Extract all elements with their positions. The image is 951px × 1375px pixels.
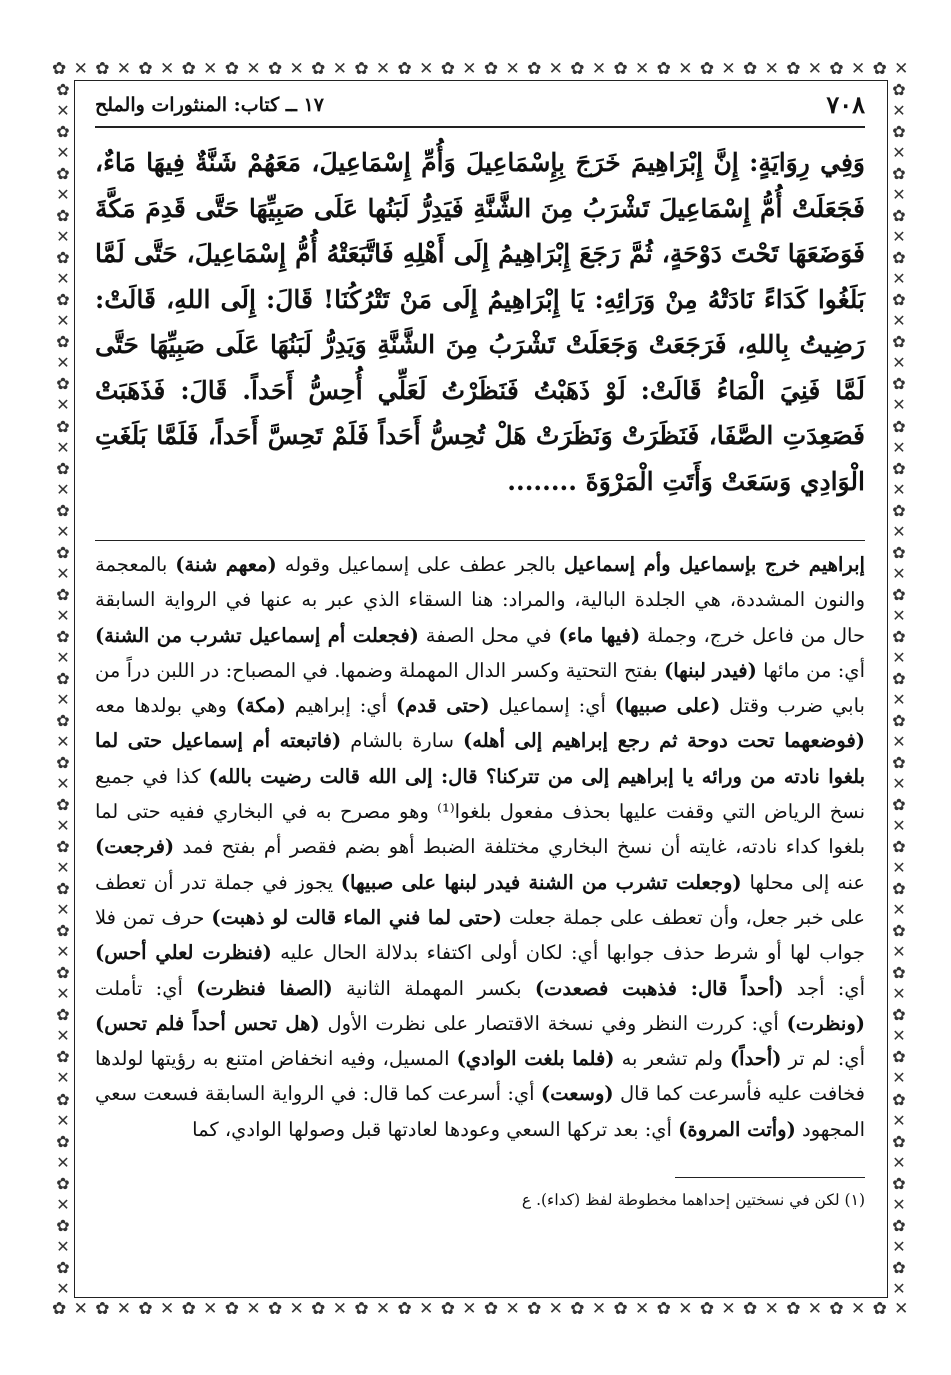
cross-ornament-icon: ✕: [56, 563, 70, 583]
quoted-phrase: (فوضعهما تحت دوحة ثم رجع إبراهيم إلى أهله): [463, 729, 865, 753]
cross-ornament-icon: ✕: [892, 816, 906, 836]
flower-ornament-icon: ✿: [892, 626, 906, 646]
flower-ornament-icon: ✿: [138, 1299, 154, 1319]
cross-ornament-icon: ✕: [892, 227, 906, 247]
cross-ornament-icon: ✕: [56, 143, 70, 163]
cross-ornament-icon: ✕: [56, 942, 70, 962]
flower-ornament-icon: ✿: [56, 584, 70, 604]
cross-ornament-icon: ✕: [548, 59, 564, 79]
flower-ornament-icon: ✿: [892, 1131, 906, 1151]
ornament-right: [888, 80, 910, 1298]
cross-ornament-icon: ✕: [892, 1278, 906, 1298]
running-title: ١٧ ــ كتاب: المنثورات والملح: [95, 94, 324, 116]
cross-ornament-icon: ✕: [894, 1299, 910, 1319]
flower-ornament-icon: ✿: [699, 59, 716, 79]
flower-ornament-icon: ✿: [56, 1131, 70, 1151]
flower-ornament-icon: ✿: [56, 753, 70, 772]
commentary-run: بالجر عطف على إسماعيل وقوله: [276, 553, 564, 576]
cross-ornament-icon: ✕: [203, 1299, 219, 1319]
cross-ornament-icon: ✕: [246, 1299, 262, 1319]
cross-ornament-icon: ✕: [462, 1299, 478, 1319]
cross-ornament-icon: ✕: [56, 731, 70, 751]
flower-ornament-icon: ✿: [892, 542, 906, 562]
cross-ornament-icon: ✕: [56, 774, 70, 794]
cross-ornament-icon: ✕: [56, 311, 70, 331]
page-header: [95, 86, 865, 128]
flower-ornament-icon: ✿: [892, 458, 906, 478]
cross-ornament-icon: ✕: [892, 774, 906, 794]
cross-ornament-icon: ✕: [56, 1068, 70, 1088]
cross-ornament-icon: ✕: [203, 59, 219, 79]
cross-ornament-icon: ✕: [850, 1299, 867, 1319]
flower-ornament-icon: ✿: [892, 963, 906, 983]
page-number: ٧٠٨: [826, 90, 865, 119]
flower-ornament-icon: ✿: [892, 374, 906, 394]
cross-ornament-icon: ✕: [721, 59, 737, 79]
cross-ornament-icon: ✕: [892, 942, 906, 962]
cross-ornament-icon: ✕: [721, 1299, 737, 1319]
commentary-run: كذا في جميع نسخ الرياض التي وقفت عليها بحذف مفعول بلغوا⁽¹⁾ وهو مصرح به في البخاري ففيه حتى لما بلغوا كداء نادته، غايته أن نسخ البخاري مختلفة الضبط أهو بضم فقصر أم بفتح فمد: [95, 764, 865, 859]
flower-ornament-icon: ✿: [743, 59, 759, 79]
flower-ornament-icon: ✿: [743, 1299, 759, 1319]
ornament-top: [52, 58, 910, 80]
frame-rule-bottom: [74, 1297, 888, 1298]
flower-ornament-icon: ✿: [527, 59, 543, 79]
cross-ornament-icon: ✕: [56, 605, 70, 625]
cross-ornament-icon: ✕: [56, 521, 70, 541]
cross-ornament-icon: ✕: [56, 353, 70, 373]
flower-ornament-icon: ✿: [56, 80, 70, 99]
cross-ornament-icon: ✕: [892, 858, 906, 878]
flower-ornament-icon: ✿: [56, 879, 70, 899]
cross-ornament-icon: ✕: [892, 1110, 906, 1130]
flower-ornament-icon: ✿: [95, 1299, 111, 1319]
cross-ornament-icon: ✕: [892, 563, 906, 583]
flower-ornament-icon: ✿: [527, 1299, 543, 1319]
flower-ornament-icon: ✿: [892, 1005, 906, 1025]
cross-ornament-icon: ✕: [56, 1194, 70, 1214]
commentary-run: عنه إلى محلها: [741, 870, 865, 894]
cross-ornament-icon: ✕: [289, 1299, 305, 1319]
commentary-run: أي: أجد: [783, 976, 865, 1000]
cross-ornament-icon: ✕: [505, 1299, 521, 1319]
flower-ornament-icon: ✿: [56, 164, 70, 184]
flower-ornament-icon: ✿: [892, 416, 906, 436]
commentary-run: حرف تمن فلا جواب لها أو شرط حذف جوابها أي: لكان أولى اكتفاء بدلالة الحال عليه: [95, 905, 865, 965]
commentary-run: سارة بالشام: [341, 729, 464, 753]
cross-ornament-icon: ✕: [56, 1026, 70, 1046]
frame-rule-right: [887, 80, 888, 1298]
flower-ornament-icon: ✿: [224, 1299, 240, 1319]
frame-rule-top: [74, 80, 888, 81]
commentary-run: بفتح التحتية وكسر الدال المهملة وضمها. في المصباح: در اللبن دراً من بابي ضرب وقتل: [95, 658, 865, 718]
flower-ornament-icon: ✿: [892, 80, 906, 99]
flower-ornament-icon: ✿: [570, 1299, 586, 1319]
flower-ornament-icon: ✿: [56, 248, 70, 268]
cross-ornament-icon: ✕: [56, 816, 70, 836]
cross-ornament-icon: ✕: [56, 1236, 70, 1256]
cross-ornament-icon: ✕: [73, 1299, 89, 1319]
cross-ornament-icon: ✕: [73, 59, 89, 79]
commentary-run: وهي بولدها معه: [95, 694, 236, 718]
flower-ornament-icon: ✿: [786, 59, 802, 79]
cross-ornament-icon: ✕: [505, 59, 521, 79]
footnote-divider: [675, 1177, 865, 1178]
cross-ornament-icon: ✕: [56, 1152, 70, 1172]
cross-ornament-icon: ✕: [892, 731, 906, 751]
cross-ornament-icon: ✕: [56, 185, 70, 205]
cross-ornament-icon: ✕: [159, 1299, 176, 1319]
flower-ornament-icon: ✿: [56, 921, 70, 941]
flower-ornament-icon: ✿: [56, 122, 70, 142]
quoted-phrase: (فرجعت): [95, 835, 175, 859]
commentary-run: ولم تشعر به: [614, 1047, 730, 1071]
cross-ornament-icon: ✕: [892, 689, 906, 709]
quoted-phrase: (حتى لما فني الماء قالت لو ذهبت): [211, 905, 503, 929]
cross-ornament-icon: ✕: [892, 479, 906, 499]
flower-ornament-icon: ✿: [56, 626, 70, 646]
cross-ornament-icon: ✕: [56, 984, 70, 1004]
cross-ornament-icon: ✕: [56, 269, 70, 289]
cross-ornament-icon: ✕: [892, 521, 906, 541]
commentary-run: أي: أسرعت كما قال: في الرواية السابقة فسعت سعي المجهود: [95, 1082, 865, 1141]
cross-ornament-icon: ✕: [56, 1278, 70, 1298]
quoted-phrase: (فاتبعته أم إسماعيل حتى لما بلغوا نادته من ورائه يا إبراهيم إلى من تتركنا؟ قال: إلى الله قالت رضيت بالله): [95, 729, 865, 788]
commentary-run: أي: لم تر: [781, 1047, 865, 1071]
quoted-phrase: (وسعت): [540, 1082, 614, 1106]
flower-ornament-icon: ✿: [892, 1215, 906, 1235]
cross-ornament-icon: ✕: [807, 1299, 824, 1319]
cross-ornament-icon: ✕: [892, 269, 906, 289]
flower-ornament-icon: ✿: [56, 1257, 70, 1277]
commentary-run: يجوز في جملة تدر أن تعطف على خبر جعل، وأن تعطف على جملة جعلت: [95, 870, 866, 929]
cross-ornament-icon: ✕: [56, 858, 70, 878]
section-divider: [95, 540, 865, 541]
cross-ornament-icon: ✕: [764, 59, 780, 79]
cross-ornament-icon: ✕: [56, 689, 70, 709]
flower-ornament-icon: ✿: [613, 59, 629, 79]
cross-ornament-icon: ✕: [419, 59, 435, 79]
cross-ornament-icon: ✕: [591, 59, 608, 79]
flower-ornament-icon: ✿: [56, 416, 70, 436]
cross-ornament-icon: ✕: [159, 59, 176, 79]
flower-ornament-icon: ✿: [56, 206, 70, 226]
flower-ornament-icon: ✿: [311, 59, 327, 79]
flower-ornament-icon: ✿: [483, 59, 500, 79]
cross-ornament-icon: ✕: [678, 1299, 694, 1319]
cross-ornament-icon: ✕: [892, 311, 906, 331]
flower-ornament-icon: ✿: [56, 963, 70, 983]
cross-ornament-icon: ✕: [892, 395, 906, 415]
cross-ornament-icon: ✕: [635, 59, 651, 79]
flower-ornament-icon: ✿: [892, 332, 906, 352]
flower-ornament-icon: ✿: [892, 584, 906, 604]
flower-ornament-icon: ✿: [311, 1299, 327, 1319]
cross-ornament-icon: ✕: [548, 1299, 564, 1319]
cross-ornament-icon: ✕: [892, 984, 906, 1004]
flower-ornament-icon: ✿: [892, 879, 906, 899]
cross-ornament-icon: ✕: [635, 1299, 651, 1319]
commentary-run: أي: كررت النظر وفي نسخة الاقتصار على نظرت الأول: [319, 1011, 787, 1035]
flower-ornament-icon: ✿: [181, 59, 197, 79]
quoted-phrase: (فلما بلغت الوادي): [456, 1047, 615, 1071]
flower-ornament-icon: ✿: [354, 59, 370, 79]
quoted-phrase: (معهم شنة): [175, 553, 277, 576]
cross-ornament-icon: ✕: [591, 1299, 608, 1319]
flower-ornament-icon: ✿: [892, 921, 906, 941]
quoted-phrase: (أحداً): [729, 1047, 782, 1071]
flower-ornament-icon: ✿: [892, 753, 906, 772]
flower-ornament-icon: ✿: [397, 1299, 413, 1319]
cross-ornament-icon: ✕: [246, 59, 262, 79]
cross-ornament-icon: ✕: [807, 59, 824, 79]
cross-ornament-icon: ✕: [850, 59, 867, 79]
flower-ornament-icon: ✿: [892, 668, 906, 688]
flower-ornament-icon: ✿: [56, 837, 70, 857]
cross-ornament-icon: ✕: [892, 647, 906, 667]
flower-ornament-icon: ✿: [181, 1299, 197, 1319]
flower-ornament-icon: ✿: [656, 1299, 672, 1319]
quoted-phrase: (حتى قدم): [395, 694, 490, 718]
cross-ornament-icon: ✕: [56, 900, 70, 920]
cross-ornament-icon: ✕: [56, 395, 70, 415]
cross-ornament-icon: ✕: [892, 1236, 906, 1256]
cross-ornament-icon: ✕: [116, 1299, 133, 1319]
flower-ornament-icon: ✿: [892, 206, 906, 226]
flower-ornament-icon: ✿: [892, 290, 906, 310]
flower-ornament-icon: ✿: [56, 458, 70, 478]
ornament-left: [52, 80, 74, 1298]
flower-ornament-icon: ✿: [892, 837, 906, 857]
cross-ornament-icon: ✕: [892, 185, 906, 205]
hadith-text: وَفِي رِوَايَةٍ: إِنَّ إِبْرَاهِيمَ خَرَجَ بِإِسْمَاعِيلَ وَأُمِّ إِسْمَاعِيلَ، مَعَهُمْ شَنَّةٌ فِيهَا مَاءٌ، فَجَعَلَتْ أُمُّ إِسْمَاعِيلَ تَشْرَبُ مِنَ الشَّنَّةِ فَيَدِرُّ لَبَنُها عَلَى صَبِيِّهَا حَتَّى قَدِمَ مَكَّةَ فَوَضَعَهَا تَحْتَ دَوْحَةٍ، ثُمَّ رَجَعَ إِبْرَاهِيمُ إِلَى أَهْلِهِ فَاتَّبَعَتْهُ أُمُّ إِسْمَاعِيلَ، حَتَّى لَمَّا بَلَغُوا كَدَاءً نَادَتْهُ مِنْ وَرَائِهِ: يَا إِبْرَاهِيمُ إِلَى مَنْ تَتْرُكُنَا! قَالَ: إِلَى اللهِ، قَالَتْ: رَضِيتُ بِاللهِ، فَرَجَعَتْ وَجَعَلَتْ تَشْرَبُ مِنَ الشَّنَّةِ وَيَدِرُّ لَبَنُهَا عَلَى صَبِيِّهَا حَتَّى لَمَّا فَنِيَ الْمَاءُ قَالَتْ: لَوْ ذَهَبْتُ فَنَظَرْتُ لَعَلِّي أُحِسُّ أَحَداً. قَالَ: فَذَهَبَتْ فَصَعِدَتِ الصَّفَا، فَنَظَرَتْ وَنَظَرَتْ هَلْ تُحِسُّ أَحَداً فَلَمْ تَحِسَّ أَحَداً، فَلَمَّا بَلَغَتِ الْوَادِي وَسَعَتْ وَأَتَتِ الْمَرْوَةَ ........: [95, 148, 865, 496]
commentary-run: في محل الصفة: [418, 623, 559, 647]
flower-ornament-icon: ✿: [786, 1299, 802, 1319]
quoted-phrase: (وجعلت تشرب من الشنة فيدر لبنها على صبيها): [340, 870, 742, 894]
flower-ornament-icon: ✿: [56, 1005, 70, 1025]
commentary-run: بكسر المهملة الثانية: [332, 976, 535, 1000]
flower-ornament-icon: ✿: [613, 1299, 629, 1319]
flower-ornament-icon: ✿: [892, 1257, 906, 1277]
quoted-phrase: (فيها ماء): [558, 623, 641, 647]
flower-ornament-icon: ✿: [52, 59, 68, 79]
quoted-phrase: (فنظرت لعلي أحس): [95, 941, 272, 965]
commentary-run: أي: من مائها: [756, 658, 865, 682]
commentary-run: بالمعجمة والنون المشددة، هي الجلدة البالية، والمراد: هنا السقاء الذي عبر به عنها في الرواية السابقة حال من فاعل خرج، وجملة: [95, 553, 866, 647]
commentary-run: أي: بعد تركها السعي وعودها لعادتها قبل وصولها الوادي، كما: [192, 1117, 679, 1141]
flower-ornament-icon: ✿: [656, 59, 672, 79]
quoted-phrase: (هل تحس أحداً فلم تحس): [95, 1011, 320, 1035]
cross-ornament-icon: ✕: [892, 1152, 906, 1172]
quoted-phrase: إبراهيم خرج بإسماعيل وأم إسماعيل: [563, 553, 865, 576]
cross-ornament-icon: ✕: [892, 1068, 906, 1088]
commentary-run: أي: تأملت: [95, 976, 197, 1000]
quoted-phrase: (فيدر لبنها): [664, 658, 757, 682]
flower-ornament-icon: ✿: [440, 1299, 456, 1319]
cross-ornament-icon: ✕: [56, 101, 70, 121]
flower-ornament-icon: ✿: [56, 1047, 70, 1067]
cross-ornament-icon: ✕: [289, 59, 305, 79]
flower-ornament-icon: ✿: [699, 1299, 716, 1319]
cross-ornament-icon: ✕: [56, 647, 70, 667]
quoted-phrase: (فجعلت أم إسماعيل تشرب من الشنة): [95, 623, 419, 647]
flower-ornament-icon: ✿: [892, 248, 906, 268]
flower-ornament-icon: ✿: [56, 1215, 70, 1235]
flower-ornament-icon: ✿: [56, 542, 70, 562]
flower-ornament-icon: ✿: [56, 1089, 70, 1109]
cross-ornament-icon: ✕: [375, 1299, 392, 1319]
flower-ornament-icon: ✿: [56, 1173, 70, 1193]
cross-ornament-icon: ✕: [892, 101, 906, 121]
ornament-bottom: [52, 1298, 910, 1320]
flower-ornament-icon: ✿: [397, 59, 413, 79]
commentary-text: [95, 547, 865, 1147]
flower-ornament-icon: ✿: [267, 59, 284, 79]
cross-ornament-icon: ✕: [892, 605, 906, 625]
cross-ornament-icon: ✕: [892, 900, 906, 920]
flower-ornament-icon: ✿: [892, 1089, 906, 1109]
flower-ornament-icon: ✿: [56, 290, 70, 310]
flower-ornament-icon: ✿: [52, 1299, 68, 1319]
quoted-phrase: (مكة): [235, 694, 286, 718]
cross-ornament-icon: ✕: [892, 437, 906, 457]
cross-ornament-icon: ✕: [764, 1299, 780, 1319]
cross-ornament-icon: ✕: [892, 353, 906, 373]
flower-ornament-icon: ✿: [892, 710, 906, 730]
flower-ornament-icon: ✿: [95, 59, 111, 79]
cross-ornament-icon: ✕: [419, 1299, 435, 1319]
quoted-phrase: (أحداً قال: فذهبت فصعدت): [534, 976, 784, 1000]
cross-ornament-icon: ✕: [332, 59, 348, 79]
flower-ornament-icon: ✿: [56, 710, 70, 730]
commentary-run: أي: إسماعيل: [489, 694, 615, 718]
flower-ornament-icon: ✿: [892, 795, 906, 815]
quoted-phrase: (وأتت المروة): [678, 1117, 796, 1141]
quoted-phrase: (ونظرت): [786, 1011, 865, 1035]
frame-rule-left: [74, 80, 75, 1298]
flower-ornament-icon: ✿: [570, 59, 586, 79]
commentary-run: أي: إبراهيم: [285, 694, 396, 718]
flower-ornament-icon: ✿: [892, 1047, 906, 1067]
cross-ornament-icon: ✕: [894, 59, 910, 79]
flower-ornament-icon: ✿: [56, 668, 70, 688]
flower-ornament-icon: ✿: [224, 59, 240, 79]
flower-ornament-icon: ✿: [440, 59, 456, 79]
flower-ornament-icon: ✿: [892, 164, 906, 184]
cross-ornament-icon: ✕: [116, 59, 133, 79]
flower-ornament-icon: ✿: [56, 500, 70, 520]
flower-ornament-icon: ✿: [138, 59, 154, 79]
flower-ornament-icon: ✿: [829, 59, 845, 79]
flower-ornament-icon: ✿: [892, 1173, 906, 1193]
cross-ornament-icon: ✕: [56, 1110, 70, 1130]
cross-ornament-icon: ✕: [892, 1194, 906, 1214]
cross-ornament-icon: ✕: [56, 227, 70, 247]
quoted-phrase: (على صبيها): [614, 694, 721, 718]
cross-ornament-icon: ✕: [375, 59, 392, 79]
commentary-run: المسيل، وفيه انخفاض امتنع به رؤيتها لولدها فخافت عليه فأسرعت كما قال: [95, 1047, 865, 1106]
page-content: [95, 86, 865, 1212]
flower-ornament-icon: ✿: [872, 1299, 888, 1319]
cross-ornament-icon: ✕: [462, 59, 478, 79]
quoted-phrase: (الصفا فنظرت): [196, 976, 333, 1000]
cross-ornament-icon: ✕: [56, 479, 70, 499]
flower-ornament-icon: ✿: [267, 1299, 284, 1319]
flower-ornament-icon: ✿: [56, 332, 70, 352]
flower-ornament-icon: ✿: [892, 122, 906, 142]
cross-ornament-icon: ✕: [332, 1299, 348, 1319]
flower-ornament-icon: ✿: [892, 500, 906, 520]
footnote: (١) لكن في نسختين إحداهما مخطوطة لفظ (كداء). ع: [521, 1191, 865, 1210]
flower-ornament-icon: ✿: [354, 1299, 370, 1319]
cross-ornament-icon: ✕: [892, 143, 906, 163]
cross-ornament-icon: ✕: [56, 437, 70, 457]
flower-ornament-icon: ✿: [56, 374, 70, 394]
flower-ornament-icon: ✿: [56, 795, 70, 815]
flower-ornament-icon: ✿: [829, 1299, 845, 1319]
flower-ornament-icon: ✿: [872, 59, 888, 79]
cross-ornament-icon: ✕: [678, 59, 694, 79]
flower-ornament-icon: ✿: [483, 1299, 500, 1319]
cross-ornament-icon: ✕: [892, 1026, 906, 1046]
